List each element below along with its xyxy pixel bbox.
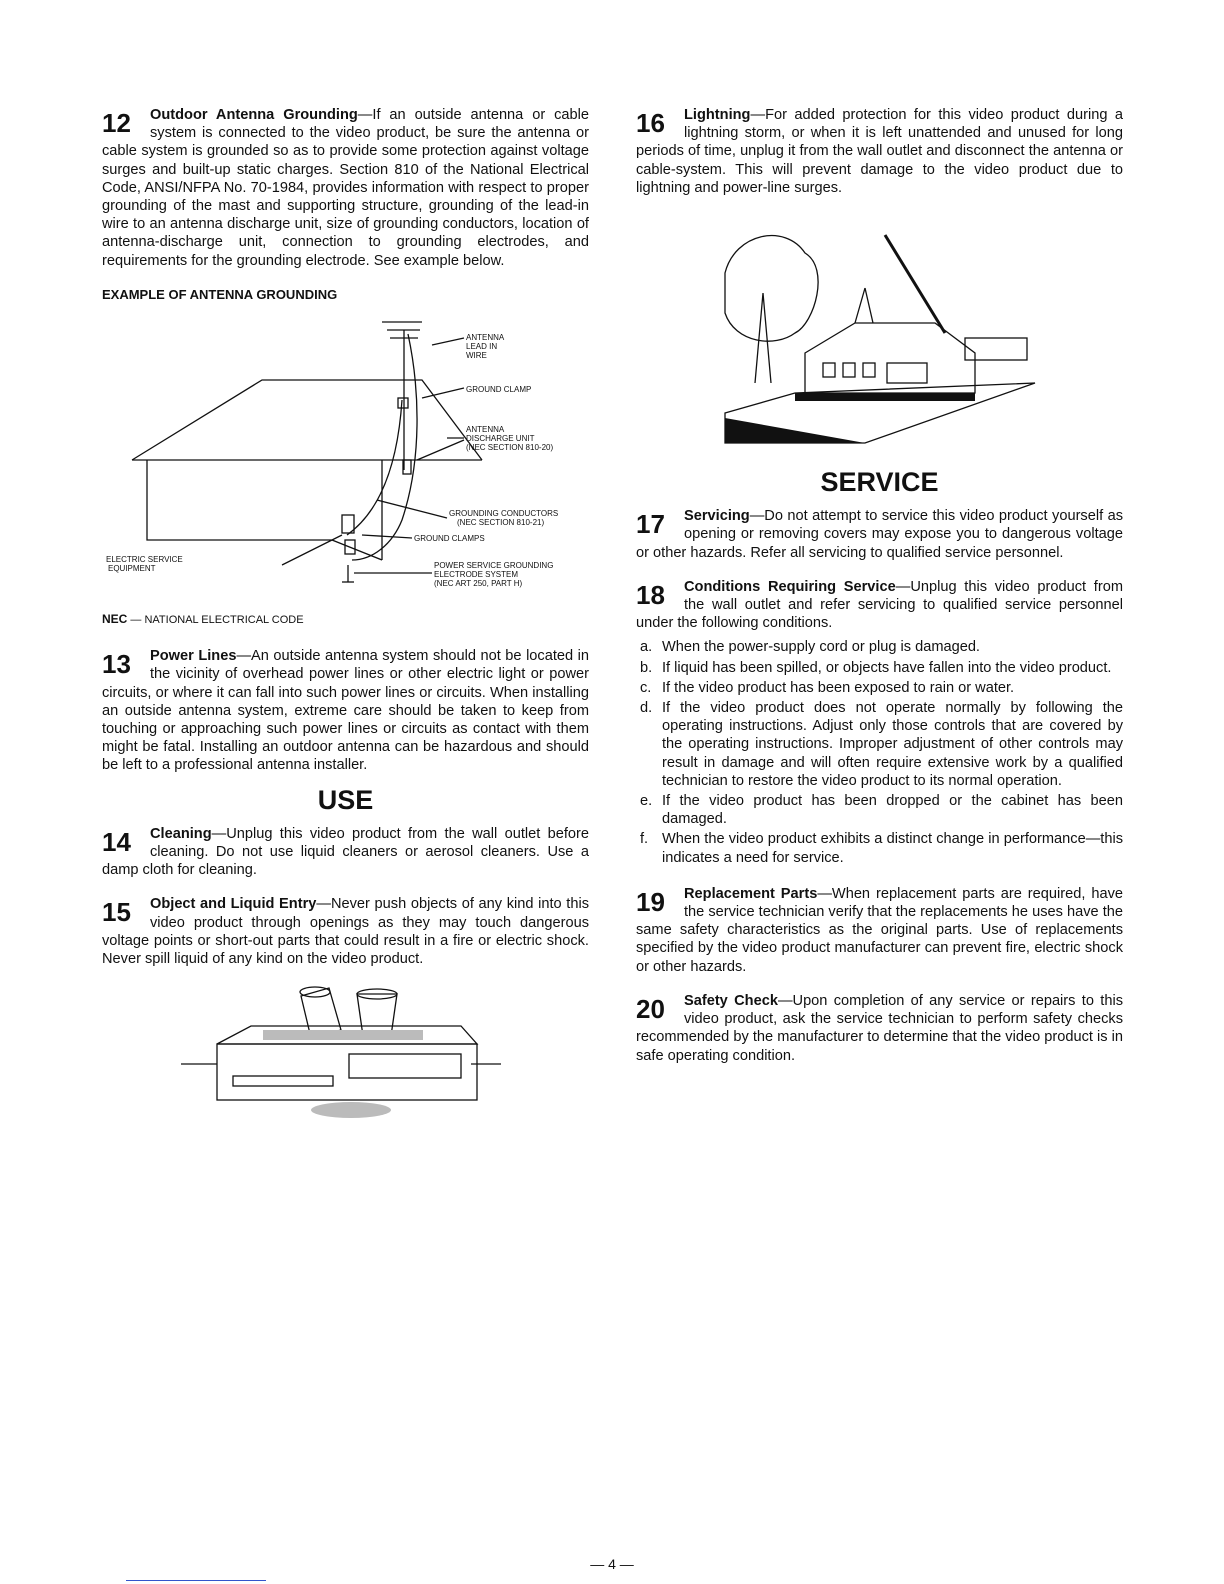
item-18-conditions-requiring-service bbox=[636, 578, 1123, 633]
vcr-cassette-slot bbox=[349, 1054, 461, 1078]
list-letter: f. bbox=[640, 831, 649, 848]
list-text: If the video product has been dropped or the cabinet has been damaged. bbox=[662, 793, 1123, 828]
lightning-house-illustration bbox=[715, 213, 1045, 463]
item-text: —Never push objects of any kind into this video product through openings as they may touch dangerous voltage points or short-out parts that could result in a fire or electric shock. Never spill liquid of any kind on the video product. bbox=[102, 896, 590, 968]
list-letter: a. bbox=[640, 639, 653, 656]
label-discharge-2: DISCHARGE UNIT bbox=[466, 434, 535, 444]
label-power-service-1: POWER SERVICE GROUNDING bbox=[434, 561, 554, 571]
label-electric-service-1: ELECTRIC SERVICE bbox=[106, 555, 183, 565]
item-12-outdoor-antenna-grounding bbox=[102, 106, 589, 270]
item-20-safety-check bbox=[636, 992, 1123, 1065]
list-letter: b. bbox=[640, 659, 653, 676]
item-text: —Unplug this video product from the wall outlet and refer servicing to qualified service personnel under the following conditions. bbox=[636, 578, 1123, 632]
figure-title: EXAMPLE OF ANTENNA GROUNDING bbox=[102, 286, 338, 302]
list-item bbox=[636, 699, 1123, 790]
list-text: When the power-supply cord or plug is damaged. bbox=[662, 639, 980, 656]
house-wall bbox=[147, 460, 332, 540]
item-number: 16 bbox=[636, 108, 665, 138]
item-number: 17 bbox=[636, 509, 665, 540]
label-antenna-lead-2: LEAD IN bbox=[466, 342, 498, 352]
label-ground-clamps: GROUND CLAMPS bbox=[414, 534, 485, 544]
lightning-bolt-icon bbox=[885, 235, 945, 333]
list-text: When the video product exhibits a distinct change in performance—this indicates a need for service. bbox=[662, 831, 1123, 866]
item-text: —If an outside antenna or cable system is connected to the video product, be sure the antenna or cable system is grounded so as to provide some protection against voltage surges and built-up static charges. Section 810 of the National Electrical Code, ANSI/NFPA No. 70-1984, provides information with respect to proper grounding of the mast and supporting structure, grounding of the lead-in wire to an antenna discharge unit, size of grounding conductors, location of antenna-discharge unit, connection to grounding electrodes, and requirements for the grounding electrode. See example below. bbox=[102, 107, 589, 269]
label-discharge-3: (NEC SECTION 810-20) bbox=[466, 443, 554, 453]
item-title: Conditions Requiring Service bbox=[684, 578, 896, 595]
list-text: If the video product does not operate normally by following the operating instructions. Adjust only those controls that are covered by the operating instructions. Improper adjustment of other controls may result in damage and will often require extensive work by a qualified technician to restore the video product to its normal operation. bbox=[662, 700, 1123, 789]
item-title: Outdoor Antenna Grounding bbox=[150, 107, 358, 123]
list-item bbox=[636, 792, 1123, 828]
item-17-servicing bbox=[636, 507, 1123, 562]
left-column bbox=[102, 106, 589, 1126]
section-heading-use: USE bbox=[317, 784, 374, 815]
item-number: 19 bbox=[636, 886, 665, 917]
list-letter: e. bbox=[640, 793, 653, 810]
vcr-front bbox=[217, 1044, 477, 1100]
item-15-object-liquid-entry bbox=[102, 895, 589, 968]
item-title: Replacement Parts bbox=[684, 885, 818, 902]
label-power-service-3: (NEC ART 250, PART H) bbox=[434, 579, 523, 589]
page-number: — 4 — bbox=[590, 1556, 634, 1572]
item-title: Power Lines bbox=[150, 648, 237, 665]
vcr-display bbox=[233, 1076, 333, 1086]
item-text: —Upon completion of any service or repairs to this video product, ask the service technician to perform safety checks recommended by the manufacturer to determine that the video product is in safe operating condition. bbox=[636, 992, 1123, 1064]
label-electric-service-2: EQUIPMENT bbox=[108, 564, 156, 574]
section-heading-service: SERVICE bbox=[820, 467, 939, 498]
item-number: 12 bbox=[102, 108, 131, 138]
list-text: If the video product has been exposed to rain or water. bbox=[662, 679, 1015, 696]
right-column bbox=[636, 106, 1123, 1081]
list-letter: d. bbox=[640, 700, 653, 717]
item-number: 20 bbox=[636, 993, 665, 1024]
list-text: If liquid has been spilled, or objects have fallen into the video product. bbox=[662, 659, 1112, 676]
nec-footnote bbox=[102, 610, 589, 629]
label-conductors-1: GROUNDING CONDUCTORS bbox=[449, 509, 559, 519]
item-19-replacement-parts bbox=[636, 885, 1123, 976]
car-icon bbox=[965, 338, 1027, 360]
tree-icon bbox=[725, 236, 818, 383]
item-text: —An outside antenna system should not be located in the vicinity of overhead power lines or other electric light or power circuits, or where it can fall into such power lines or circuits. When installing an outside antenna system, extreme care should be taken to keep from touching or approaching such power lines or circuits as contact with them might be fatal. Installing an outdoor antenna can be hazardous and should be left to a professional antenna installer. bbox=[102, 648, 589, 774]
item-number: 18 bbox=[636, 579, 665, 610]
item-text: —For added protection for this video product during a lightning storm, or when it is left unattended and unused for long periods of time, unplug it from the wall outlet and disconnect the antenna or cable-system. This will prevent damage to the video product due to lightning and power-line surges. bbox=[636, 107, 1123, 196]
house-roof bbox=[132, 380, 482, 460]
item-text: —When replacement parts are required, have the service technician verify that the replacements he uses have the same safety characteristics as the original parts. Use of replacements specified by the video product manufacturer can prevent fire, electric shock or other hazards. bbox=[636, 885, 1123, 975]
glass-icon bbox=[357, 989, 397, 1036]
item-title: Cleaning bbox=[150, 825, 212, 842]
item-title: Safety Check bbox=[684, 992, 778, 1009]
item-title: Servicing bbox=[684, 508, 750, 525]
label-power-service-2: ELECTRODE SYSTEM bbox=[434, 570, 519, 580]
item-text: —Unplug this video product from the wall outlet before cleaning. Do not use liquid cleaners or aerosol cleaners. Use a damp cloth for cleaning. bbox=[102, 825, 589, 879]
list-letter: c. bbox=[640, 679, 652, 696]
item-number: 15 bbox=[102, 897, 131, 928]
conditions-list bbox=[636, 638, 1123, 866]
list-item bbox=[636, 830, 1123, 866]
item-title: Lightning bbox=[684, 107, 751, 123]
lead-in-wire bbox=[352, 334, 417, 560]
item-16-lightning bbox=[636, 106, 1123, 197]
item-number: 13 bbox=[102, 649, 131, 680]
antenna-grounding-diagram bbox=[102, 310, 589, 610]
grounding-conductor bbox=[347, 400, 402, 535]
list-item bbox=[636, 638, 1123, 656]
label-discharge-1: ANTENNA bbox=[466, 425, 505, 435]
item-title: Object and Liquid Entry bbox=[150, 896, 317, 913]
label-conductors-2: (NEC SECTION 810-21) bbox=[457, 518, 545, 528]
label-antenna-lead-3: WIRE bbox=[466, 351, 487, 361]
label-ground-clamp: GROUND CLAMP bbox=[466, 385, 532, 395]
label-antenna-lead-1: ANTENNA bbox=[466, 333, 505, 343]
item-text: —Do not attempt to service this video product yourself as opening or removing covers may expose you to dangerous voltage or other hazards. Refer all servicing to qualified service personnel. bbox=[636, 508, 1123, 561]
video-product-liquid-illustration bbox=[181, 986, 511, 1126]
item-number: 14 bbox=[102, 826, 131, 857]
footer-divider bbox=[126, 1580, 266, 1581]
nec-text: — NATIONAL ELECTRICAL CODE bbox=[130, 614, 304, 627]
item-13-power-lines bbox=[102, 647, 589, 774]
list-item bbox=[636, 679, 1123, 697]
item-14-cleaning bbox=[102, 825, 589, 880]
list-item bbox=[636, 659, 1123, 677]
nec-abbr: NEC bbox=[102, 612, 128, 627]
